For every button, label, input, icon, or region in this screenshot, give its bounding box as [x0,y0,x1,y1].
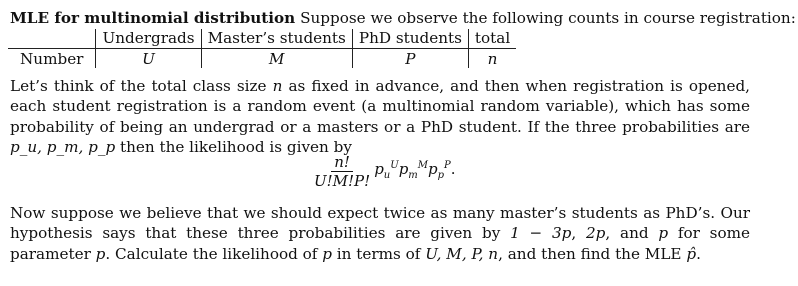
math-expression: 2p [586,224,606,243]
header-masters: Master’s students [201,29,352,49]
math-n: n [272,77,283,95]
cell-masters: M [201,49,352,69]
fraction-denominator: U!M!P! [314,172,371,190]
paragraph-hypothesis [10,203,750,264]
multinomial-coefficient [312,153,372,190]
table-corner-cell [8,29,96,49]
term-base: p [374,160,384,178]
text-segment: . [696,244,701,263]
math-mle: p̂ [686,244,697,263]
fraction-numerator: n! [331,153,353,172]
problem-lead: Suppose we observe the following counts in course registration: [300,9,796,27]
term-exponent: P [444,160,451,171]
term-exponent: U [390,160,399,171]
text-segment: Let’s think of the total class size [10,77,273,95]
registration-table [8,29,516,68]
term-exponent: M [417,160,429,171]
text-segment: as fixed in advance, and then when registration is opened, each student registration is a random event (a multinomial random variable), which has some probability of being an undergrad or a masters or a PhD student. If the three probabilities are [10,77,750,136]
term-base: p [398,160,409,178]
header-phd: PhD students [352,29,468,49]
row-label: Number [20,50,84,68]
term-subscript: m [408,170,418,181]
header-undergrads: Undergrads [96,29,201,49]
term-subscript: p [437,170,445,181]
text-segment: , and [605,224,659,243]
term-subscript: u [383,170,391,181]
formula-period: . [450,160,456,178]
paragraph-setup [10,76,750,157]
probability-terms [374,156,455,190]
header-total: total [468,29,516,49]
problem-title: MLE for multinomial distribution [10,9,296,27]
text-segment: , [571,224,587,243]
text-segment: then the likelihood is given by [115,137,352,156]
cell-total: n [468,49,516,69]
text-segment: for some parameter [10,224,751,263]
math-p: p [322,244,332,263]
text-segment: in terms of [331,244,426,263]
cell-undergrads: U [96,49,201,69]
table-header-row [8,29,516,49]
likelihood-formula [312,153,456,190]
math-expression: 1 − 3p [510,224,572,243]
text-segment: Now suppose we believe that we should expect twice as many master’s students as PhD’s. Our hypothesis says that these three probabilities are given by [10,204,750,243]
math-probabilities: p_u, p_m, p_p [10,137,116,156]
text-segment: , and then find the MLE [498,244,687,263]
cell-phd: P [352,49,468,69]
term-base: p [428,160,438,178]
text-segment: . Calculate the likelihood of [105,244,323,263]
math-variables: U, M, P, n [425,244,499,263]
math-expression: p [658,224,669,243]
table-row [8,49,516,69]
math-p: p [95,244,106,263]
problem-heading [10,8,796,28]
